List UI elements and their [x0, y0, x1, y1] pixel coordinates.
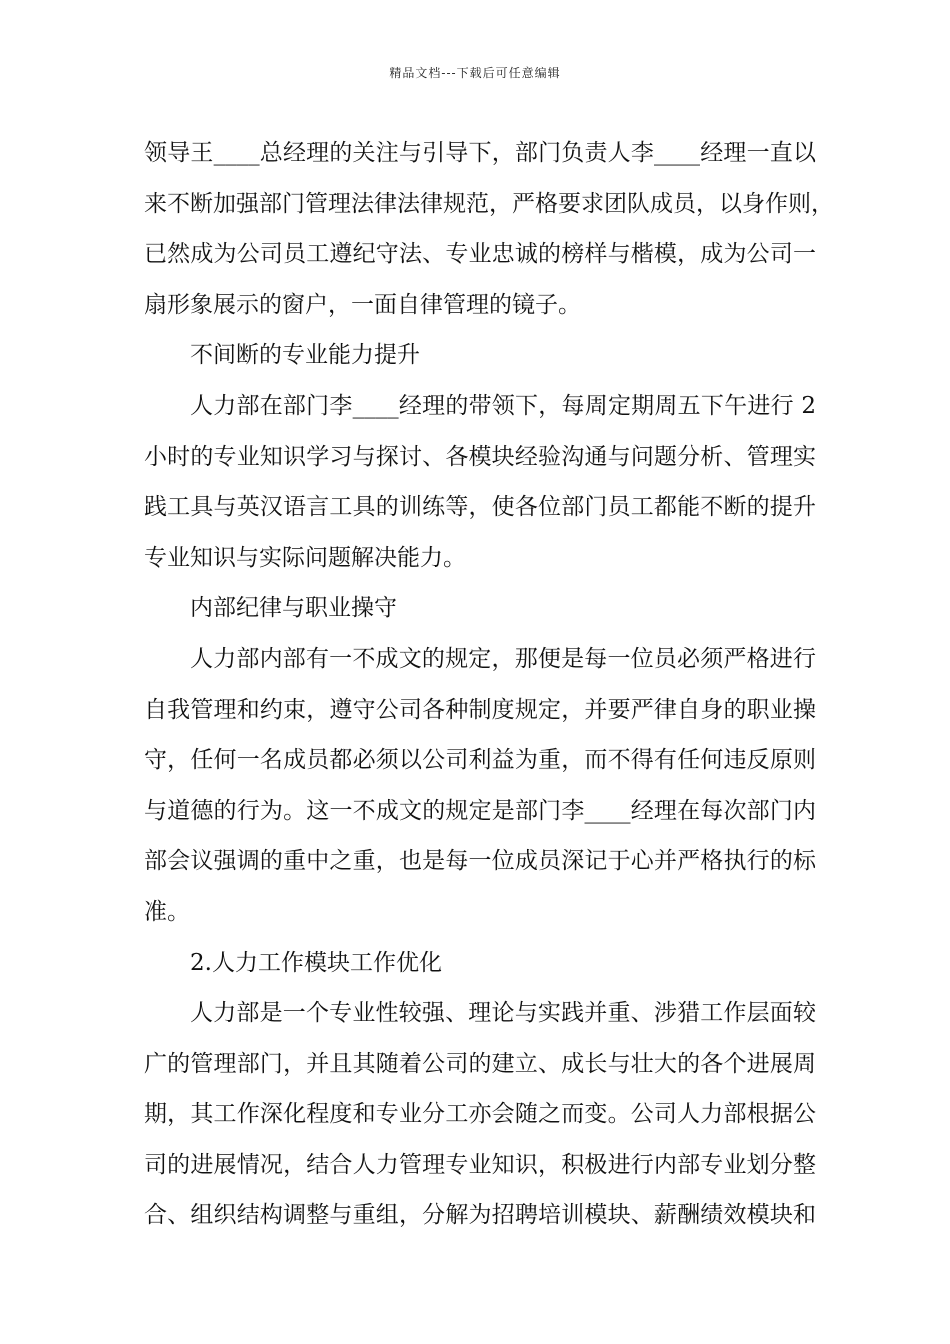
text-line-content: 合、组织结构调整与重组，分解为招聘培训模块、薪酬绩效模块和 [144, 1202, 816, 1229]
text-line [144, 887, 816, 938]
text-line-content: 人力部在部门李____经理的带领下，每周定期周五下午进行 2 [190, 392, 816, 419]
text-line-content: 2.人力工作模块工作优化 [190, 949, 442, 976]
text-line-content: 领导王____总经理的关注与引导下，部门负责人李____经理一直以 [144, 140, 816, 166]
text-line [144, 432, 816, 483]
text-line [144, 1140, 816, 1191]
text-line [144, 229, 816, 280]
text-line-content: 准。 [144, 898, 190, 925]
text-line-content: 专业知识与实际问题解决能力。 [144, 544, 466, 571]
text-line-content: 践工具与英汉语言工具的训练等，使各位部门员工都能不断的提升 [144, 494, 816, 521]
text-line [144, 533, 816, 584]
text-line [144, 1089, 816, 1140]
text-line-content: 扇形象展示的窗户，一面自律管理的镜子。 [144, 291, 581, 318]
text-line-content: 守，任何一名成员都必须以公司利益为重，而不得有任何违反原则 [144, 747, 816, 774]
text-line-content: 已然成为公司员工遵纪守法、专业忠诚的榜样与楷模，成为公司一 [144, 241, 816, 268]
text-line-content: 部会议强调的重中之重，也是每一位成员深记于心并严格执行的标 [144, 848, 816, 875]
document-body [144, 128, 834, 1241]
text-line [144, 128, 816, 179]
text-line-content: 期，其工作深化程度和专业分工亦会随之而变。公司人力部根据公 [144, 1101, 816, 1128]
text-line [144, 1190, 816, 1241]
text-line [144, 786, 816, 837]
text-line [144, 685, 816, 736]
text-line-content: 人力部是一个专业性较强、理论与实践并重、涉猎工作层面较 [190, 1000, 816, 1027]
text-line-content: 人力部内部有一不成文的规定，那便是每一位员必须严格进行 [190, 645, 816, 672]
text-line [144, 179, 834, 230]
text-line [144, 482, 816, 533]
text-line [144, 988, 816, 1039]
text-line-content: 广的管理部门，并且其随着公司的建立、成长与壮大的各个进展周 [144, 1050, 816, 1077]
text-line-content: 不间断的专业能力提升 [190, 342, 420, 369]
text-line [144, 634, 816, 685]
page-header: 精品文档---下载后可任意编辑 [389, 66, 561, 80]
text-line-content: 与道德的行为。这一不成文的规定是部门李____经理在每次部门内 [144, 797, 816, 824]
text-line [144, 381, 816, 432]
text-line [144, 583, 816, 634]
text-line [144, 938, 816, 989]
text-line [144, 1039, 816, 1090]
text-line [144, 330, 816, 381]
text-line [144, 836, 816, 887]
text-line-content: 小时的专业知识学习与探讨、各模块经验沟通与问题分析、管理实 [144, 443, 816, 470]
text-line [144, 735, 816, 786]
text-line-content: 内部纪律与职业操守 [190, 595, 397, 622]
text-line-content: 司的进展情况，结合人力管理专业知识，积极进行内部专业划分整 [144, 1151, 816, 1178]
text-line [144, 280, 816, 331]
text-line-content: 自我管理和约束，遵守公司各种制度规定，并要严律自身的职业操 [144, 696, 816, 723]
text-line-content: 来不断加强部门管理法律法律规范，严格要求团队成员，以身作则， [144, 190, 834, 217]
